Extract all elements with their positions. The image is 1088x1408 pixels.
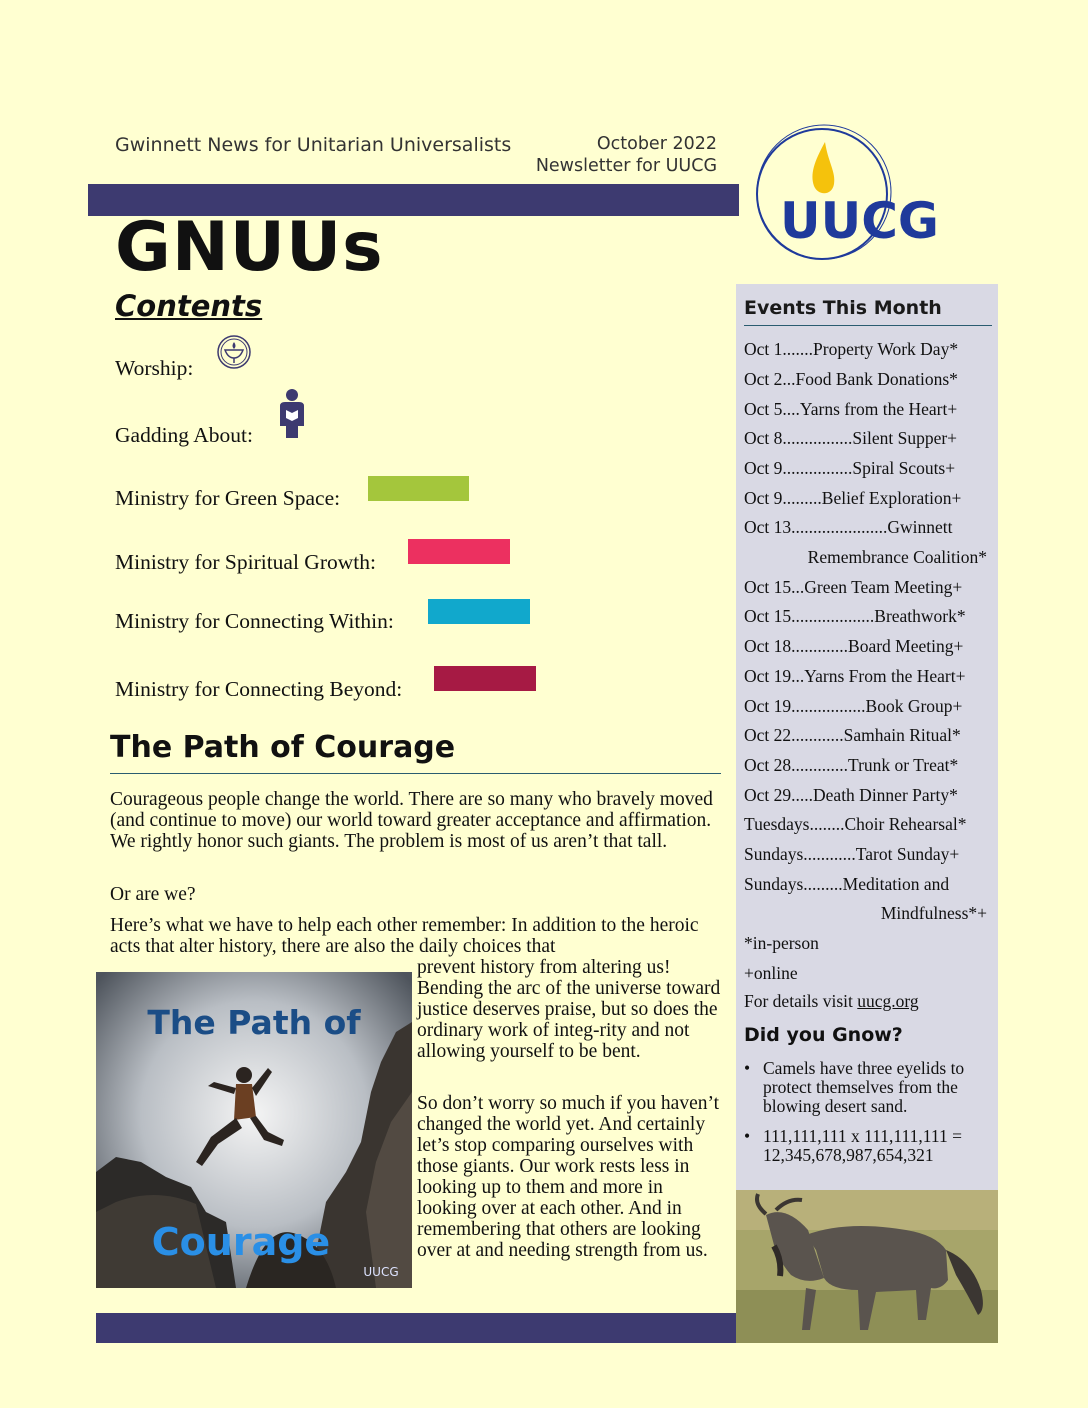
toc-item-connecting-within <box>115 609 394 634</box>
toc-label: Gadding About: <box>115 423 253 447</box>
image-logo: UUCG <box>363 1265 399 1279</box>
spiritual-growth-color-bar <box>408 539 510 564</box>
article-paragraph: Or are we? <box>110 884 196 905</box>
newsletter-org-name: Gwinnett News for Unitarian Universalists <box>115 134 512 156</box>
event-item-continued: Remembrance Coalition* <box>807 547 987 567</box>
did-you-know-heading: Did you Gnow? <box>744 1024 903 1046</box>
details-line <box>744 991 919 1012</box>
article-paragraph: So don’t worry so much if you haven’t changed the world yet. And certainly let’s stop comparing ourselves with those giants. Our work rests less in looking up to them and more in looking over at each other. And in remembering that others are looking over at and needing strength from us. <box>417 1093 720 1261</box>
fact-item <box>744 1059 994 1116</box>
event-item: Oct 18.............Board Meeting+ <box>744 636 964 656</box>
article-title: The Path of Courage <box>110 730 456 765</box>
toc-label: Ministry for Green Space: <box>115 486 341 510</box>
uucg-website-link[interactable]: uucg.org <box>857 991 919 1011</box>
article-paragraph: Here’s what we have to help each other remember: In addition to the heroic acts that alter history, there are also the daily choices that <box>110 915 699 957</box>
bottom-banner-bar <box>96 1313 737 1343</box>
toc-label: Ministry for Connecting Beyond: <box>115 677 403 701</box>
event-item: Tuesdays........Choir Rehearsal* <box>744 814 967 834</box>
person-reading-icon <box>276 388 308 440</box>
event-item: Sundays.........Meditation and <box>744 874 950 894</box>
events-heading-rule <box>744 325 992 326</box>
contents-heading: Contents <box>115 289 263 323</box>
issue-info <box>500 133 717 177</box>
details-prefix: For details visit <box>744 991 858 1011</box>
toc-item-spiritual-growth <box>115 550 376 575</box>
event-item: Oct 9.........Belief Exploration+ <box>744 488 962 508</box>
legend-in-person: *in-person <box>744 933 819 953</box>
flame-icon <box>812 142 834 193</box>
path-of-courage-image <box>96 972 412 1288</box>
connecting-within-color-bar <box>428 599 530 624</box>
event-item: Oct 15...................Breathwork* <box>744 606 966 626</box>
event-item: Oct 15...Green Team Meeting+ <box>744 577 963 597</box>
issue-subtitle: Newsletter for UUCG <box>535 156 717 176</box>
article-paragraph: Courageous people change the world. There are so many who bravely moved (and continue to move) our world toward greater acceptance and affirmation. We rightly honor such giants. The problem is most of us aren’t that tall. <box>110 789 713 852</box>
image-line-2: Courage <box>151 1220 331 1264</box>
issue-date: October 2022 <box>596 134 717 154</box>
event-item: Oct 22............Samhain Ritual* <box>744 725 961 745</box>
image-line-1: The Path of <box>147 1003 361 1042</box>
event-item: Oct 13......................Gwinnett <box>744 517 953 537</box>
fact-text: 111,111,111 x 111,111,111 = 12,345,678,987,654,321 <box>763 1126 962 1165</box>
bullet-icon: • <box>744 1126 751 1146</box>
event-item: Oct 2...Food Bank Donations* <box>744 369 958 389</box>
event-item: Oct 29.....Death Dinner Party* <box>744 785 958 805</box>
fact-item <box>744 1127 994 1165</box>
legend-online: +online <box>744 963 798 983</box>
toc-item-green-space <box>115 486 340 511</box>
event-item: Sundays............Tarot Sunday+ <box>744 844 960 864</box>
masthead-title: GNUUs <box>115 208 384 287</box>
fact-text: Camels have three eyelids to protect themselves from the blowing desert sand. <box>763 1058 965 1116</box>
event-item: Oct 28.............Trunk or Treat* <box>744 755 959 775</box>
event-item: Oct 1.......Property Work Day* <box>744 339 959 359</box>
toc-label: Ministry for Connecting Within: <box>115 609 394 633</box>
toc-label: Ministry for Spiritual Growth: <box>115 550 376 574</box>
toc-item-gadding <box>115 423 253 448</box>
event-item: Oct 5....Yarns from the Heart+ <box>744 399 958 419</box>
toc-item-connecting-beyond <box>115 677 402 702</box>
green-space-color-bar <box>368 476 469 501</box>
bullet-icon: • <box>744 1058 751 1078</box>
toc-item-worship <box>115 356 193 381</box>
event-item: Oct 19.................Book Group+ <box>744 696 963 716</box>
event-item: Oct 8................Silent Supper+ <box>744 428 958 448</box>
uucg-logo <box>752 122 962 266</box>
toc-label: Worship: <box>115 356 194 380</box>
article-title-rule <box>110 773 721 774</box>
events-heading: Events This Month <box>744 297 942 319</box>
connecting-beyond-color-bar <box>434 666 536 691</box>
logo-text: UUCG <box>780 192 939 250</box>
article-paragraph: prevent history from altering us! Bending the arc of the universe toward justice deserves praise, but so does the ordinary work of integ-rity and not allowing yourself to be bent. <box>417 957 721 1062</box>
chalice-icon <box>216 334 252 370</box>
event-item: Oct 9................Spiral Scouts+ <box>744 458 956 478</box>
wildebeest-photo <box>736 1190 998 1343</box>
event-item-continued: Mindfulness*+ <box>880 903 987 923</box>
event-item: Oct 19...Yarns From the Heart+ <box>744 666 966 686</box>
